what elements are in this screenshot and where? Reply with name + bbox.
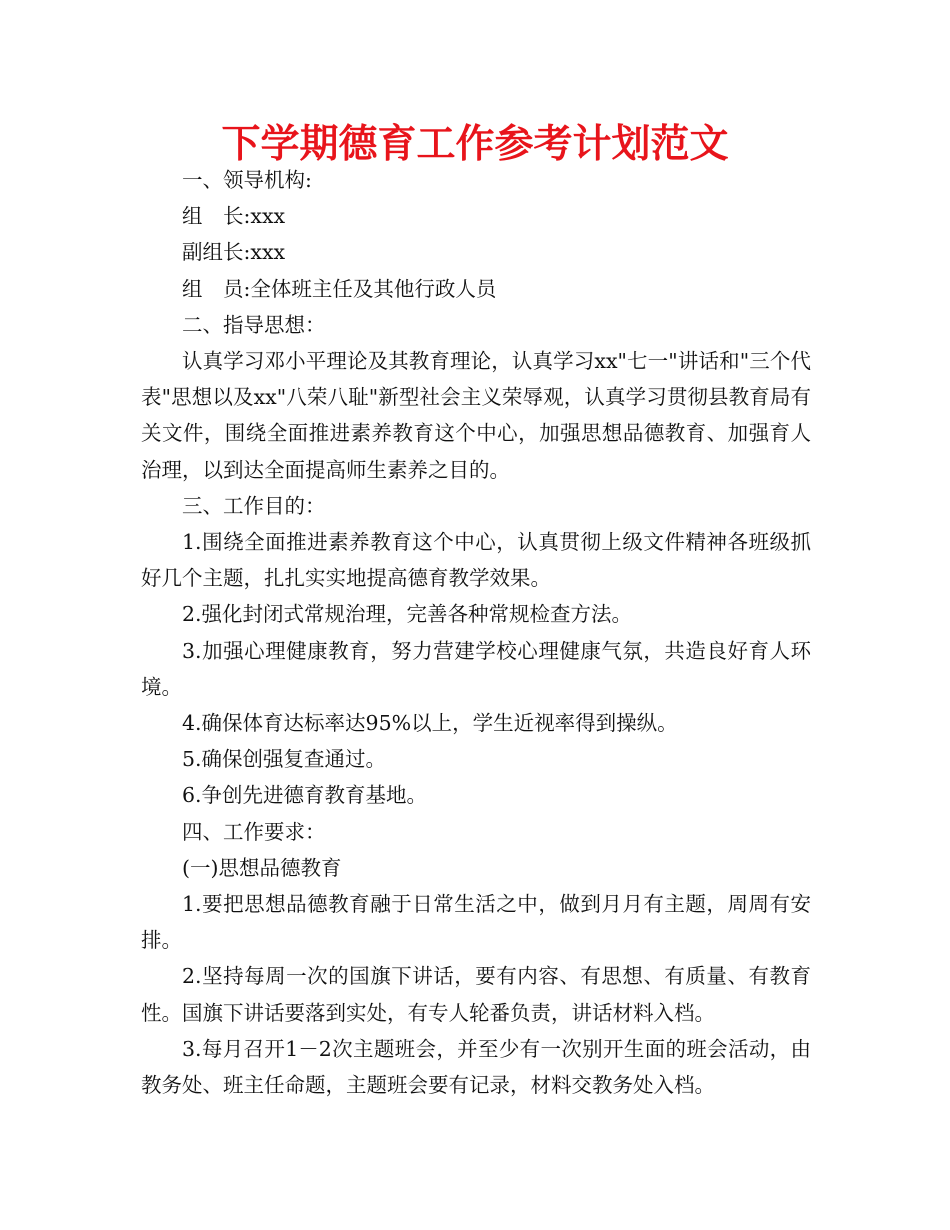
paragraph-goal-6: 6.争创先进德育教育基地。 (182, 783, 428, 808)
paragraph-leadership-heading: 一、领导机构: (182, 168, 312, 192)
paragraph-guiding-thought: 认真学习邓小平理论及其教育理论，认真学习xx"七一"讲话和"三个代表"思想以及xx"八荣八耻"新型社会主义荣辱观，认真学习贯彻县教育局有关文件，围绕全面推进素养教育这个中心，加强思想品德教育、加强育人治理，以到达全面提高师生素养之目的。 (141, 349, 811, 482)
paragraph-requirement-3: 3.每月召开1－2次主题班会，并至少有一次别开生面的班会活动，由教务处、班主任命题，主题班会要有记录，材料交教务处入档。 (141, 1036, 811, 1098)
document-body (141, 162, 811, 1103)
paragraph-moral-education-heading: (一)思想品德教育 (182, 855, 342, 880)
paragraph-requirement-1: 1.要把思想品德教育融于日常生活之中，做到月月有主题，周周有安排。 (141, 892, 811, 953)
paragraph-goal-4: 4.确保体育达标率达95%以上，学生近视率得到操纵。 (182, 711, 678, 736)
paragraph-goal-1: 1.围绕全面推进素养教育这个中心，认真贯彻上级文件精神各班级抓好几个主题，扎扎实实地提高德育教学效果。 (141, 530, 811, 591)
paragraph-work-requirements-heading: 四、工作要求： (182, 819, 326, 844)
paragraph-group-leader: 组 长:xxx (182, 204, 286, 229)
paragraph-requirement-2: 2.坚持每周一次的国旗下讲话，要有内容、有思想、有质量、有教育性。国旗下讲话要落到实处，有专人轮番负责，讲话材料入档。 (141, 964, 811, 1025)
paragraph-guiding-thought-heading: 二、指导思想： (182, 312, 326, 337)
paragraph-goal-5: 5.确保创强复查通过。 (182, 747, 387, 772)
document-title: 下学期德育工作参考计划范文 (221, 122, 729, 167)
paragraph-group-members: 组 员:全体班主任及其他行政人员 (182, 276, 497, 301)
paragraph-goal-2: 2.强化封闭式常规治理，完善各种常规检查方法。 (182, 602, 633, 627)
paragraph-deputy-leader: 副组长:xxx (182, 240, 286, 265)
paragraph-goal-3: 3.加强心理健康教育，努力营建学校心理健康气氛，共造良好育人环境。 (141, 638, 811, 699)
paragraph-work-goals-heading: 三、工作目的： (182, 493, 326, 518)
